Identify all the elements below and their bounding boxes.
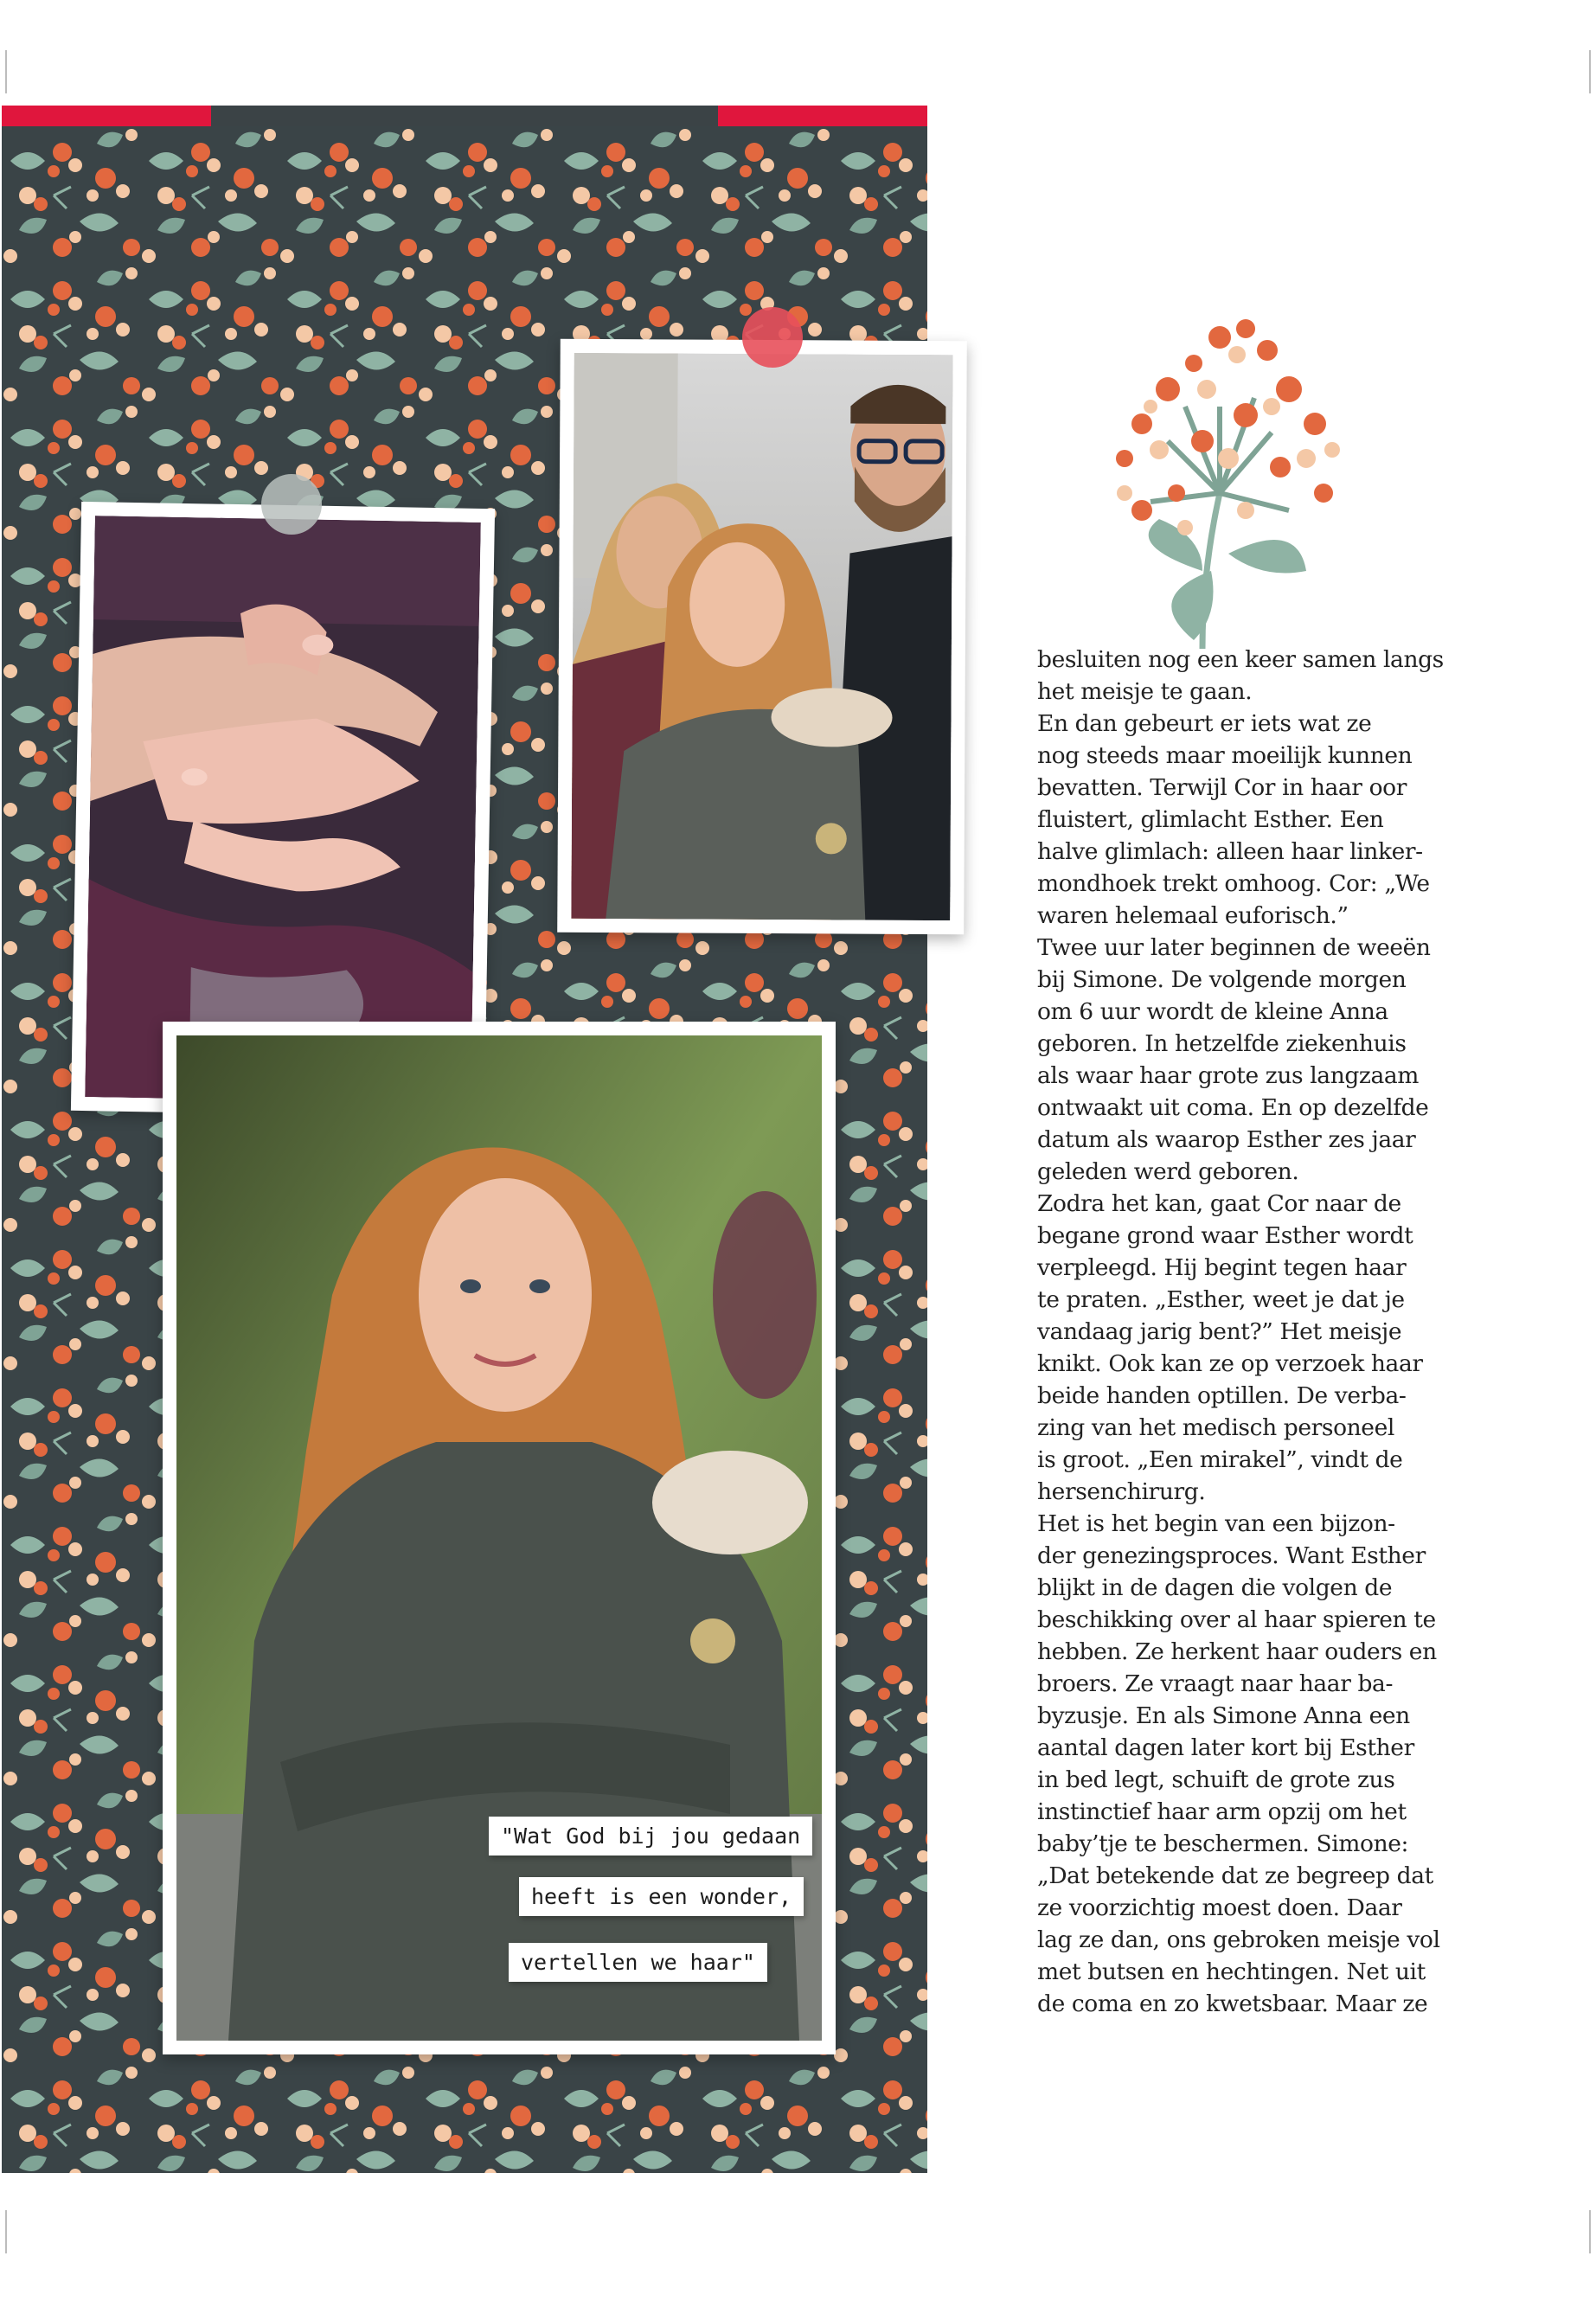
article-line: zing van het medisch personeel (1037, 1414, 1394, 1441)
article-line: Zodra het kan, gaat Cor naar de (1037, 1190, 1401, 1217)
crop-mark-top-right (1589, 50, 1591, 93)
article-line: als waar haar grote zus langzaam (1037, 1062, 1420, 1089)
article-line: ze voorzichtig moest doen. Daar (1037, 1894, 1402, 1921)
article-line: En dan gebeurt er iets wat ze (1037, 710, 1372, 737)
family-photo-image (571, 353, 952, 920)
article-line: blijkt in de dagen die volgen de (1037, 1574, 1393, 1601)
article-line: met butsen en hechtingen. Net uit (1037, 1958, 1426, 1985)
hands-photo-image (85, 516, 481, 1104)
article-line: nog steeds maar moeilijk kunnen (1037, 742, 1413, 769)
quote-line-1: "Wat God bij jou gedaan (489, 1817, 812, 1856)
strip-segment-left (2, 106, 211, 126)
article-body (1037, 644, 1470, 2020)
article-line: hersenchirurg. (1037, 1478, 1206, 1505)
article-line: vandaag jarig bent?” Het meisje (1037, 1318, 1402, 1345)
article-line: bevatten. Terwijl Cor in haar oor (1037, 774, 1407, 801)
article-line: geleden werd geboren. (1037, 1158, 1299, 1185)
quote-line-3: vertellen we haar" (509, 1943, 767, 1982)
article-line: bij Simone. De volgende morgen (1037, 966, 1407, 993)
strip-segment-middle (211, 106, 718, 126)
article-line: datum als waarop Esther zes jaar (1037, 1126, 1416, 1153)
article-line: instinctief haar arm opzij om het (1037, 1798, 1407, 1825)
article-line: om 6 uur wordt de kleine Anna (1037, 998, 1388, 1025)
article-line: baby’tje te beschermen. Simone: (1037, 1830, 1409, 1857)
strip-segment-right (718, 106, 927, 126)
crop-mark-bottom-left (5, 2210, 7, 2253)
article-line: beschikking over al haar spieren te (1037, 1606, 1436, 1633)
article-line: ontwaakt uit coma. En op dezelfde (1037, 1094, 1429, 1121)
crop-mark-bottom-right (1589, 2210, 1591, 2253)
header-color-strip (2, 106, 927, 126)
article-line: Het is het begin van een bijzon- (1037, 1510, 1395, 1537)
article-line: fluistert, glimlacht Esther. Een (1037, 806, 1384, 833)
flower-illustration (1073, 311, 1401, 657)
article-line: verpleegd. Hij begint tegen haar (1037, 1254, 1407, 1281)
quote-line-2: heeft is een wonder, (519, 1877, 804, 1916)
article-line: het meisje te gaan. (1037, 678, 1253, 705)
article-line: begane grond waar Esther wordt (1037, 1222, 1413, 1249)
article-line: is groot. „Een mirakel”, vindt de (1037, 1446, 1403, 1473)
article-line: mondhoek trekt omhoog. Cor: „We (1037, 870, 1430, 897)
article-line: aantal dagen later kort bij Esther (1037, 1734, 1414, 1761)
family-photo (557, 339, 967, 934)
article-line: lag ze dan, ons gebroken meisje vol (1037, 1926, 1440, 1953)
crop-mark-top-left (5, 50, 7, 93)
article-line: hebben. Ze herkent haar ouders en (1037, 1638, 1437, 1665)
article-line: in bed legt, schuift de grote zus (1037, 1766, 1395, 1793)
article-line: halve glimlach: alleen haar linker- (1037, 838, 1423, 865)
article-line: te praten. „Esther, weet je dat je (1037, 1286, 1405, 1313)
article-line: der genezingsproces. Want Esther (1037, 1542, 1426, 1569)
article-line: knikt. Ook kan ze op verzoek haar (1037, 1350, 1423, 1377)
article-line: broers. Ze vraagt naar haar ba- (1037, 1670, 1394, 1697)
pin-grey (261, 474, 322, 535)
article-line: Twee uur later beginnen de weeën (1037, 934, 1431, 961)
article-line: beide handen optillen. De verba- (1037, 1382, 1407, 1409)
article-line: besluiten nog een keer samen langs (1037, 646, 1444, 673)
article-line: byzusje. En als Simone Anna een (1037, 1702, 1410, 1729)
pin-red (742, 307, 803, 368)
article-line: de coma en zo kwetsbaar. Maar ze (1037, 1990, 1428, 2017)
article-line: „Dat betekende dat ze begreep dat (1037, 1862, 1433, 1889)
article-line: waren helemaal euforisch.” (1037, 902, 1349, 929)
article-line: geboren. In hetzelfde ziekenhuis (1037, 1030, 1407, 1057)
